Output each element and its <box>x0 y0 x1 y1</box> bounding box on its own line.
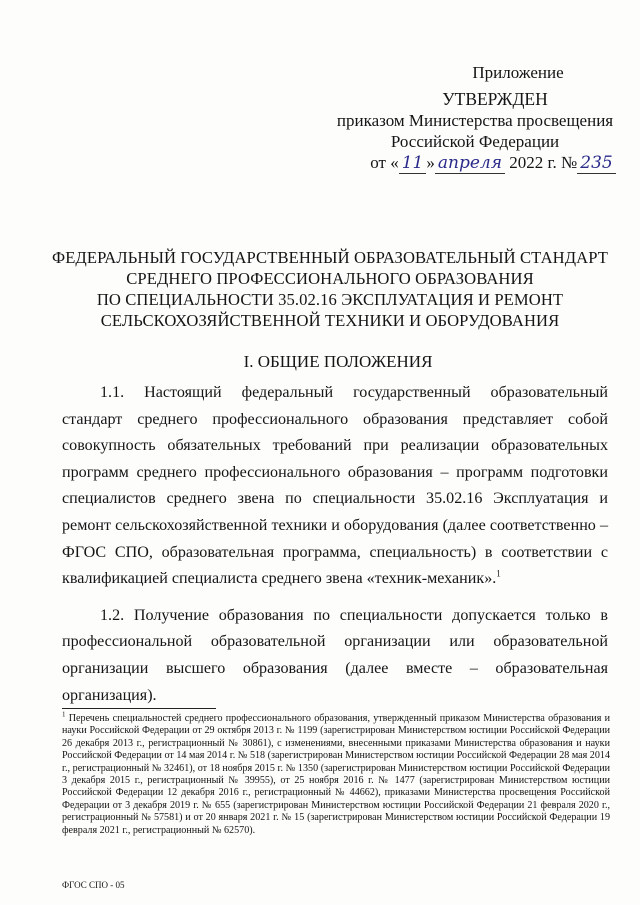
footnote-mark: 1 <box>62 710 66 719</box>
date-mid: » <box>426 153 435 172</box>
order-date-line <box>330 152 620 174</box>
appendix-label: Приложение <box>472 63 564 82</box>
approval-country-line: Российской Федерации <box>390 132 560 151</box>
paragraph-1-2: 1.2. Получение образования по специальности допускается только в профессиональной образовательной организации или образовательной организации высшего образования (далее вместе – образовательная организация). <box>62 606 608 704</box>
footnote <box>62 710 610 837</box>
approved-label: УТВЕРЖДЕН <box>442 89 548 109</box>
page-code: ФГОС СПО - 05 <box>62 880 125 890</box>
footnote-divider <box>62 708 216 709</box>
title-line-3: ПО СПЕЦИАЛЬНОСТИ 35.02.16 ЭКСПЛУАТАЦИЯ И РЕМОНТ <box>96 290 564 309</box>
footnote-text: Перечень специальностей среднего профессионального образования, утвержденный приказом Министерства образования и науки Российской Федерации от 29 октября 2013 г. № 1199 (зарегистрирован Министерством юстиции Российской Федерации 26 декабря 2013 г., регистрационный № 30861), с изменениями, внесенными приказами Министерства образования и науки Российской Федерации от 14 мая 2014 г. № 518 (зарегистрирован Министерством юстиции Российской Федерации 28 мая 2014 г., регистрационный № 32461), от 18 ноября 2015 г. № 1350 (зарегистрирован Министерством юстиции Российской Федерации 3 декабря 2015 г., регистрационный № 39955), от 25 ноября 2016 г. № 1477 (зарегистрирован Министерством юстиции Российской Федерации 12 декабря 2016 г., регистрационный № 44662), приказами Министерства просвещения Российской Федерации от 3 декабря 2019 г. № 655 (зарегистрирован Министерством юстиции Российской Федерации 21 февраля 2020 г., регистрационный № 57581) и от 20 января 2021 г. № 15 (зарегистрирован Министерством юстиции Российской Федерации 19 февраля 2021 г., регистрационный № 62570). <box>62 713 610 836</box>
paragraph-1-1-text: 1.1. Настоящий федеральный государственный образовательный стандарт среднего профессионального образования представляет собой совокупность обязательных требований при реализации образовательных программ среднего профессионального образования – программ подготовки специалистов среднего звена по специальности 35.02.16 Эксплуатация и ремонт сельскохозяйственной техники и оборудования (далее соответственно – ФГОС СПО, образовательная программа, специальность) в соответствии с квалификацией специалиста среднего звена «техник-механик». <box>62 384 608 588</box>
handwritten-order-number: 235 <box>577 153 615 174</box>
date-prefix: от « <box>370 153 399 172</box>
title-line-1: ФЕДЕРАЛЬНЫЙ ГОСУДАРСТВЕННЫЙ ОБРАЗОВАТЕЛЬНЫЙ СТАНДАРТ <box>51 248 609 267</box>
handwritten-day: 11 <box>399 153 427 174</box>
date-year: 2022 г. № <box>504 153 578 172</box>
paragraph-1-1 <box>62 380 608 593</box>
footnote-reference[interactable]: 1 <box>496 568 501 579</box>
approval-authority-line: приказом Министерства просвещения <box>336 111 614 130</box>
handwritten-month: апреля <box>435 153 505 174</box>
title-line-4: СЕЛЬСКОХОЗЯЙСТВЕННОЙ ТЕХНИКИ И ОБОРУДОВАНИЯ <box>100 311 560 330</box>
section-body <box>62 380 608 709</box>
title-line-2: СРЕДНЕГО ПРОФЕССИОНАЛЬНОГО ОБРАЗОВАНИЯ <box>126 269 534 288</box>
section-heading: I. ОБЩИЕ ПОЛОЖЕНИЯ <box>243 352 433 371</box>
approval-block <box>330 62 620 174</box>
document-title <box>40 247 620 331</box>
